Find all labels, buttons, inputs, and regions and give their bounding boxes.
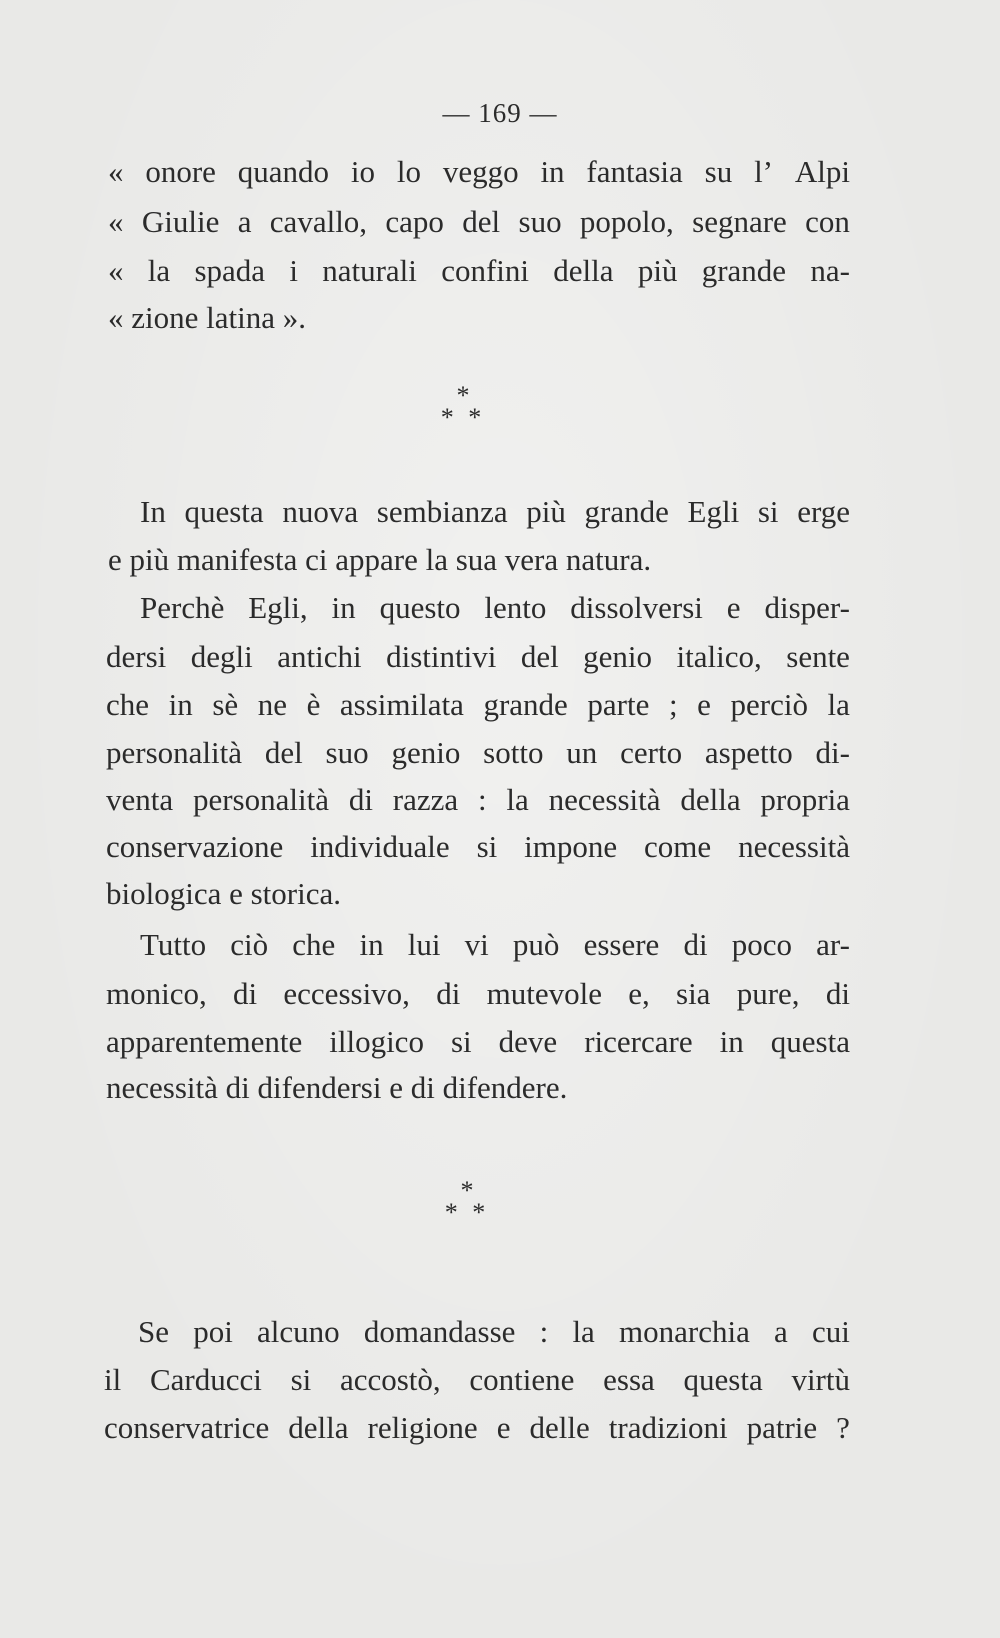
text-line: Se poi alcuno domandasse : la monarchia a cui [138,1314,850,1349]
section-separator [437,1176,497,1227]
text-line: il Carducci si accostò, contiene essa questa virtù [104,1362,850,1397]
text-line: « Giulie a cavallo, capo del suo popolo, segnare con [108,204,850,239]
text-line: conservatrice della religione e delle tradizioni patrie ? [104,1410,850,1445]
text-line: personalità del suo genio sotto un certo aspetto di- [106,735,850,770]
text-line: In questa nuova sembianza più grande Egli si erge [140,494,850,529]
text-line: « la spada i naturali confini della più grande na- [108,253,850,288]
text-line: monico, di eccessivo, di mutevole e, sia pure, di [106,976,850,1011]
text-line: venta personalità di razza : la necessità della propria [106,782,850,817]
text-line: che in sè ne è assimilata grande parte ; e perciò la [106,687,850,722]
text-line: Perchè Egli, in questo lento dissolversi e disper- [140,590,850,625]
text-line: apparentemente illogico si deve ricercare in questa [106,1024,850,1059]
separator-star: * [460,1176,474,1205]
separator-star: * [456,381,470,410]
text-line: necessità di difendersi e di difendere. [106,1070,568,1105]
text-line: conservazione individuale si impone come necessità [106,829,850,864]
text-line: biologica e storica. [106,876,341,911]
text-line: « zione latina ». [108,300,306,335]
text-line: « onore quando io lo veggo in fantasia su l’ Alpi [108,154,850,189]
separator-stars: * * [440,403,486,432]
page-number: — 169 — [442,98,558,128]
text-line: e più manifesta ci appare la sua vera natura. [108,542,652,577]
section-separator [433,381,493,432]
text-line: dersi degli antichi distintivi del genio italico, sente [106,639,850,674]
separator-stars: * * [444,1198,490,1227]
text-line: Tutto ciò che in lui vi può essere di poco ar- [140,927,850,962]
